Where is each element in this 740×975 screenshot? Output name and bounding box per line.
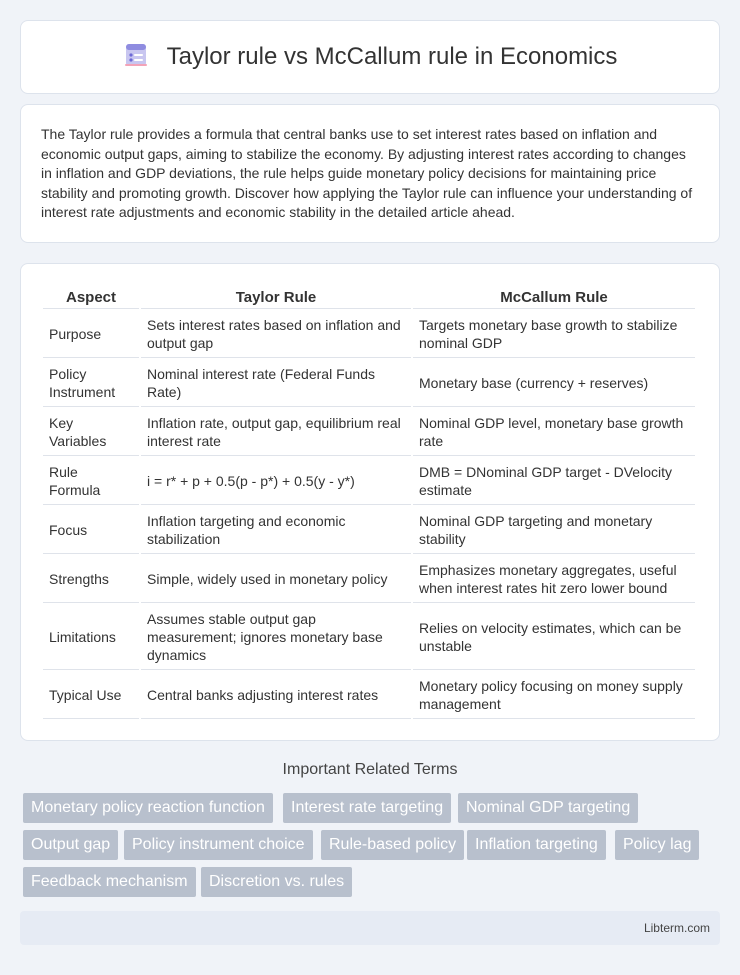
table-cell-aspect: Key Variables [43,409,139,456]
related-terms-title: Important Related Terms [282,761,458,778]
table-row [43,409,695,456]
table-row [43,672,695,719]
table-cell-aspect: Focus [43,507,139,554]
table-cell-aspect: Rule Formula [43,458,139,505]
column-header-mccallum: McCallum Rule [413,286,695,309]
footer-site-link[interactable]: Libterm.com [643,921,710,935]
column-header-taylor: Taylor Rule [141,286,411,309]
table-cell-aspect: Typical Use [43,672,139,719]
related-term-tag[interactable]: Discretion vs. rules [201,867,352,897]
table-row [43,556,695,603]
table-cell-mccallum: Nominal GDP level, monetary base growth rate [413,409,695,456]
related-term-tag[interactable]: Feedback mechanism [23,867,196,897]
intro-card [20,104,720,243]
comparison-table-card [20,263,720,741]
related-term-tag[interactable]: Policy instrument choice [124,830,313,860]
related-term-tag[interactable]: Output gap [23,830,118,860]
table-cell-mccallum: Monetary policy focusing on money supply management [413,672,695,719]
related-term-tag[interactable]: Policy lag [615,830,699,860]
table-cell-aspect: Policy Instrument [43,360,139,407]
table-cell-mccallum: Targets monetary base growth to stabilize nominal GDP [413,311,695,358]
table-cell-taylor: Central banks adjusting interest rates [141,672,411,719]
table-cell-aspect: Strengths [43,556,139,603]
table-cell-mccallum: Relies on velocity estimates, which can be unstable [413,605,695,670]
table-row [43,458,695,505]
related-term-tag[interactable]: Nominal GDP targeting [458,793,638,823]
column-header-aspect: Aspect [43,286,139,309]
table-cell-taylor: Inflation targeting and economic stabilization [141,507,411,554]
footer [20,911,720,945]
table-cell-aspect: Purpose [43,311,139,358]
document-list-icon [123,42,149,73]
table-row [43,507,695,554]
header-card [20,20,720,94]
table-cell-mccallum: Emphasizes monetary aggregates, useful when interest rates hit zero lower bound [413,556,695,603]
table-row [43,605,695,670]
comparison-table [41,284,697,721]
page-title: Taylor rule vs McCallum rule in Economics [166,43,618,70]
table-cell-mccallum: Monetary base (currency + reserves) [413,360,695,407]
intro-text: The Taylor rule provides a formula that central banks use to set interest rates based on inflation and economic output gaps, aiming to stabilize the economy. By adjusting interest rates according to changes in inflation and GDP deviations, the rule helps guide monetary policy decisions for maintaining price stability and promoting growth. Discover how applying the Taylor rule can influence your understanding of interest rate adjustments and economic stability in the detailed article ahead. [41,126,693,221]
table-cell-taylor: Simple, widely used in monetary policy [141,556,411,603]
table-cell-aspect: Limitations [43,605,139,670]
related-term-tag[interactable]: Interest rate targeting [283,793,451,823]
table-cell-taylor: Sets interest rates based on inflation and output gap [141,311,411,358]
table-cell-taylor: i = r* + p + 0.5(p - p*) + 0.5(y - y*) [141,458,411,505]
table-row [43,360,695,407]
table-cell-mccallum: Nominal GDP targeting and monetary stability [413,507,695,554]
table-cell-taylor: Nominal interest rate (Federal Funds Rate) [141,360,411,407]
related-term-tag[interactable]: Rule-based policy [321,830,464,860]
table-row [43,311,695,358]
table-cell-taylor: Assumes stable output gap measurement; ignores monetary base dynamics [141,605,411,670]
related-term-tag[interactable]: Inflation targeting [467,830,606,860]
table-cell-mccallum: DMB = DNominal GDP target - DVelocity estimate [413,458,695,505]
table-cell-taylor: Inflation rate, output gap, equilibrium real interest rate [141,409,411,456]
table-header-row [43,286,695,309]
related-term-tag[interactable]: Monetary policy reaction function [23,793,273,823]
